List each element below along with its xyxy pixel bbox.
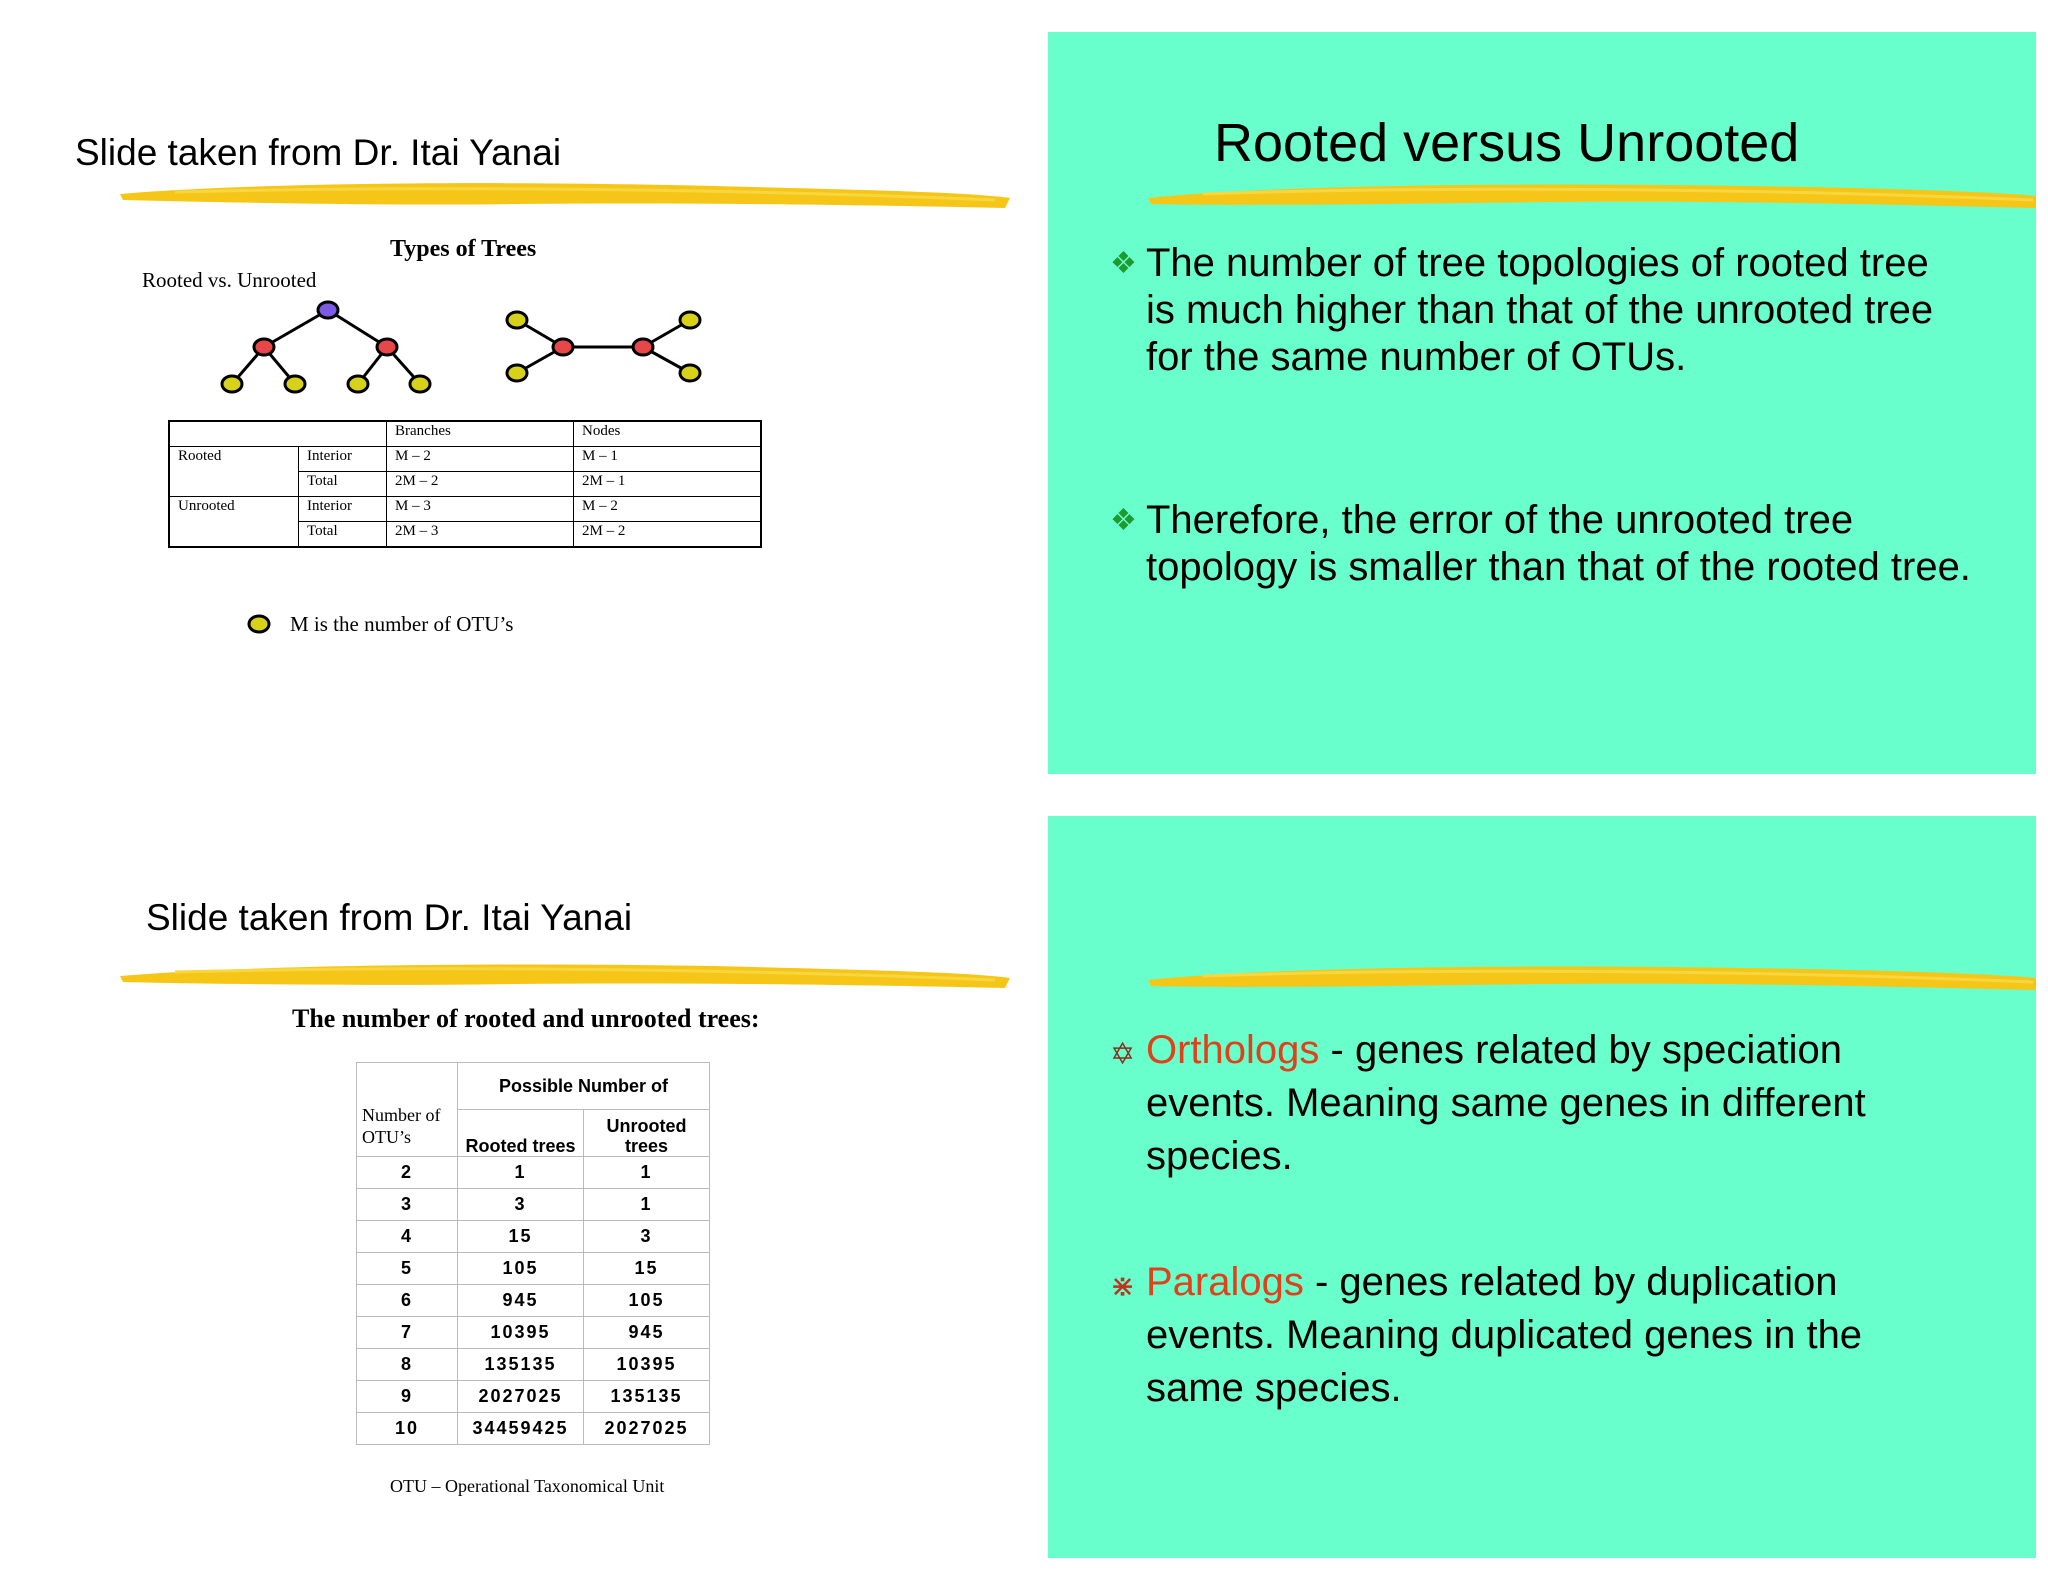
otu-cell: 4	[357, 1221, 458, 1253]
rooted-cell: 34459425	[458, 1413, 584, 1445]
slide-credit: Slide taken from Dr. Itai Yanai	[146, 897, 633, 938]
yellow-brush-stroke	[1143, 178, 2036, 214]
bullet-text: - genes related by speciation events. Meaning same genes in different species.	[1146, 1028, 1866, 1178]
unrooted-cell: 2027025	[584, 1413, 710, 1445]
kind-cell: Interior	[299, 497, 387, 522]
figure-subtitle: Rooted vs. Unrooted	[142, 268, 317, 292]
unrooted-cell: 3	[584, 1221, 710, 1253]
leaf-node	[348, 376, 368, 392]
group-cell: Rooted	[169, 447, 299, 472]
header-cell: Branches	[387, 421, 574, 447]
slide-bottom-right	[1048, 816, 2036, 1558]
branches-cell: M – 3	[387, 497, 574, 522]
branches-nodes-table	[168, 420, 762, 548]
unrooted-cell: 135135	[584, 1381, 710, 1413]
rooted-tree-diagram	[210, 295, 450, 395]
branches-cell: M – 2	[387, 447, 574, 472]
yellow-brush-stroke	[115, 178, 1015, 214]
bullet-item	[1110, 497, 1986, 591]
leaf-node	[507, 312, 527, 328]
rooted-cell: 10395	[458, 1317, 584, 1349]
header-cell	[169, 421, 387, 447]
branches-cell: 2M – 3	[387, 522, 574, 548]
bullet-item	[1110, 1024, 1966, 1183]
table-row	[357, 1317, 710, 1349]
leaf-node-legend-icon	[246, 614, 272, 634]
otu-cell: 7	[357, 1317, 458, 1349]
table-row	[357, 1381, 710, 1413]
branches-cell: 2M – 2	[387, 472, 574, 497]
table-row	[169, 497, 761, 522]
star-of-david-icon: ✡	[1110, 1038, 1136, 1071]
group-cell	[169, 522, 299, 548]
otu-header: Number of OTU’s	[357, 1063, 458, 1157]
kind-cell: Interior	[299, 447, 387, 472]
table-row	[169, 447, 761, 472]
rooted-header: Rooted trees	[458, 1110, 584, 1157]
table-row	[357, 1349, 710, 1381]
nodes-cell: M – 2	[574, 497, 762, 522]
bullet-text: - genes related by duplication events. Meaning duplicated genes in the same species.	[1146, 1260, 1863, 1410]
otu-cell: 2	[357, 1157, 458, 1189]
root-node	[318, 302, 338, 318]
nodes-cell: 2M – 2	[574, 522, 762, 548]
unrooted-cell: 105	[584, 1285, 710, 1317]
otu-cell: 5	[357, 1253, 458, 1285]
slide-title: Rooted versus Unrooted	[1214, 113, 1800, 173]
header-cell: Nodes	[574, 421, 762, 447]
table-row	[357, 1285, 710, 1317]
rooted-cell: 3	[458, 1189, 584, 1221]
table-row	[357, 1253, 710, 1285]
rooted-cell: 135135	[458, 1349, 584, 1381]
otu-cell: 3	[357, 1189, 458, 1221]
otu-cell: 6	[357, 1285, 458, 1317]
figure-title: Types of Trees	[390, 236, 537, 262]
kind-cell: Total	[299, 522, 387, 548]
unrooted-tree-diagram	[495, 305, 715, 390]
group-cell: Unrooted	[169, 497, 299, 522]
leaf-node	[680, 312, 700, 328]
legend-note: M is the number of OTU’s	[290, 612, 514, 636]
bullet-item	[1110, 240, 1966, 381]
interior-node	[553, 339, 573, 355]
bullet-text: The number of tree topologies of rooted tree is much higher than that of the unrooted tree for the same number of OTUs.	[1146, 241, 1934, 379]
yellow-brush-stroke	[1143, 960, 2036, 996]
table-row	[357, 1189, 710, 1221]
unrooted-cell: 945	[584, 1317, 710, 1349]
diamond-cluster-icon: ❖	[1110, 504, 1137, 537]
nodes-cell: M – 1	[574, 447, 762, 472]
kind-cell: Total	[299, 472, 387, 497]
asterisk-burst-icon: ⋇	[1110, 1270, 1136, 1303]
interior-node	[377, 339, 397, 355]
slide-top-right	[1048, 32, 2036, 774]
bullet-item	[1110, 1256, 1966, 1415]
term-orthologs: Orthologs	[1146, 1028, 1320, 1072]
otu-cell: 8	[357, 1349, 458, 1381]
leaf-node	[680, 365, 700, 381]
slide-credit: Slide taken from Dr. Itai Yanai	[75, 132, 562, 173]
unrooted-header: Unrooted trees	[584, 1110, 710, 1157]
group-header: Possible Number of	[458, 1063, 710, 1110]
table-row	[357, 1413, 710, 1445]
leaf-node	[410, 376, 430, 392]
interior-node	[633, 339, 653, 355]
tree-count-table	[356, 1062, 710, 1445]
otu-cell: 9	[357, 1381, 458, 1413]
table-row	[169, 522, 761, 548]
unrooted-cell: 10395	[584, 1349, 710, 1381]
group-cell	[169, 472, 299, 497]
bullet-text: Therefore, the error of the unrooted tree topology is smaller than that of the rooted tree.	[1146, 498, 1971, 589]
rooted-cell: 15	[458, 1221, 584, 1253]
rooted-cell: 1	[458, 1157, 584, 1189]
table-header-row	[357, 1063, 710, 1110]
diamond-cluster-icon: ❖	[1110, 247, 1137, 280]
table-row	[357, 1157, 710, 1189]
footnote: OTU – Operational Taxonomical Unit	[390, 1476, 665, 1496]
interior-node	[254, 339, 274, 355]
term-paralogs: Paralogs	[1146, 1260, 1304, 1304]
rooted-cell: 105	[458, 1253, 584, 1285]
table-title: The number of rooted and unrooted trees:	[292, 1004, 760, 1033]
rooted-cell: 2027025	[458, 1381, 584, 1413]
leaf-node	[222, 376, 242, 392]
unrooted-cell: 1	[584, 1157, 710, 1189]
otu-cell: 10	[357, 1413, 458, 1445]
table-row	[169, 472, 761, 497]
rooted-cell: 945	[458, 1285, 584, 1317]
table-row	[357, 1221, 710, 1253]
unrooted-cell: 15	[584, 1253, 710, 1285]
nodes-cell: 2M – 1	[574, 472, 762, 497]
leaf-node	[507, 365, 527, 381]
leaf-node	[285, 376, 305, 392]
table-header-row	[169, 421, 761, 447]
yellow-brush-stroke	[115, 958, 1015, 994]
unrooted-cell: 1	[584, 1189, 710, 1221]
